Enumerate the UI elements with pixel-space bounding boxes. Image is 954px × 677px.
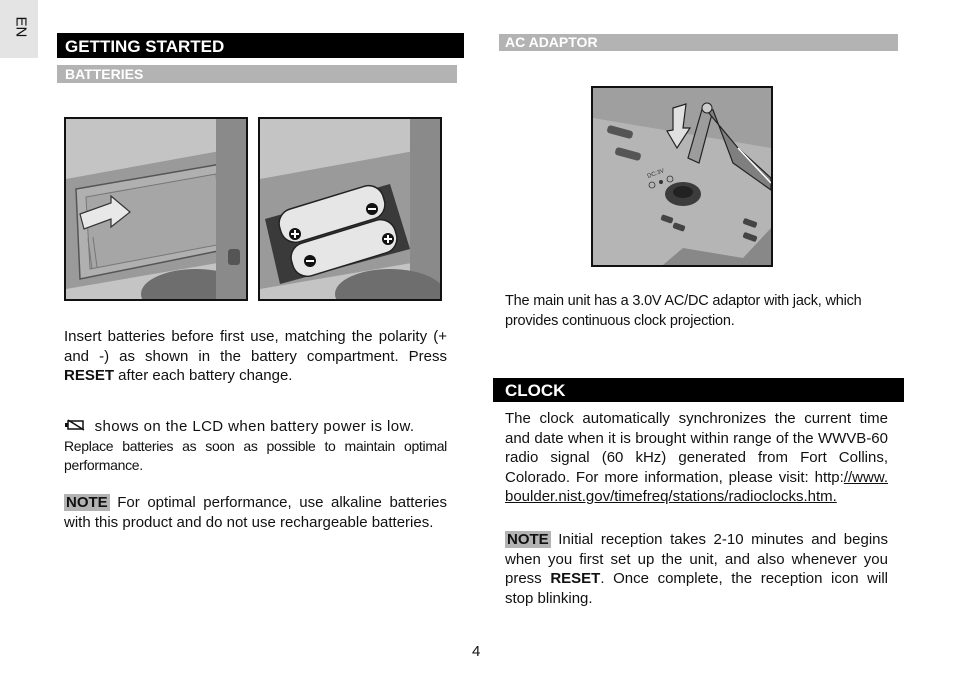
nist-link[interactable]: //www. boulder.nist.gov/timefreq/stations/radioclocks.htm.: [505, 468, 888, 505]
ac-adaptor-image: [591, 86, 773, 267]
jack-voltage-label: DC:3V: [646, 168, 666, 180]
low-battery-icon: [64, 417, 90, 437]
clock-heading: CLOCK: [493, 378, 904, 402]
note-label: NOTE: [66, 494, 108, 511]
clock-note: NOTE Initial reception takes 2-10 minutes and begins when you first set up the unit, and also whenever you press RESET. Once complete, the reception icon will stop blinking.: [505, 531, 888, 607]
language-tab: [0, 0, 38, 58]
note-label: NOTE: [507, 531, 549, 548]
low-battery-text: shows on the LCD when battery power is low. Replace batteries as soon as possible to maintain optimal performance.: [64, 418, 447, 474]
page-number: 4: [472, 643, 481, 660]
battery-compartment-illustration: [260, 119, 440, 299]
language-label: EN: [12, 16, 30, 38]
battery-compartment-image: [258, 117, 442, 301]
getting-started-heading: GETTING STARTED: [57, 33, 464, 58]
batteries-heading: BATTERIES: [57, 65, 457, 83]
ac-adaptor-heading: AC ADAPTOR: [499, 34, 898, 51]
adaptor-description: The main unit has a 3.0V AC/DC adaptor with jack, which provides continuous clock projection.: [505, 293, 862, 329]
batteries-note: NOTE For optimal performance, use alkaline batteries with this product and do not use rechargeable batteries.: [64, 494, 447, 531]
clock-description: The clock automatically synchronizes the current time and date when it is brought within range of the WWVB-60 radio signal (60 kHz) generated from Fort Collins, Colorado. For more information, please visit: http://www. boulder.nist.gov/timefreq/stations/radioclocks.htm.: [505, 410, 888, 505]
battery-cover-illustration: [66, 119, 246, 299]
battery-cover-image: [64, 117, 248, 301]
ac-adaptor-illustration: [593, 88, 771, 265]
batteries-instruction: Insert batteries before first use, matching the polarity (+ and -) as shown in the battery compartment. Press RESET after each battery change.: [64, 328, 447, 384]
